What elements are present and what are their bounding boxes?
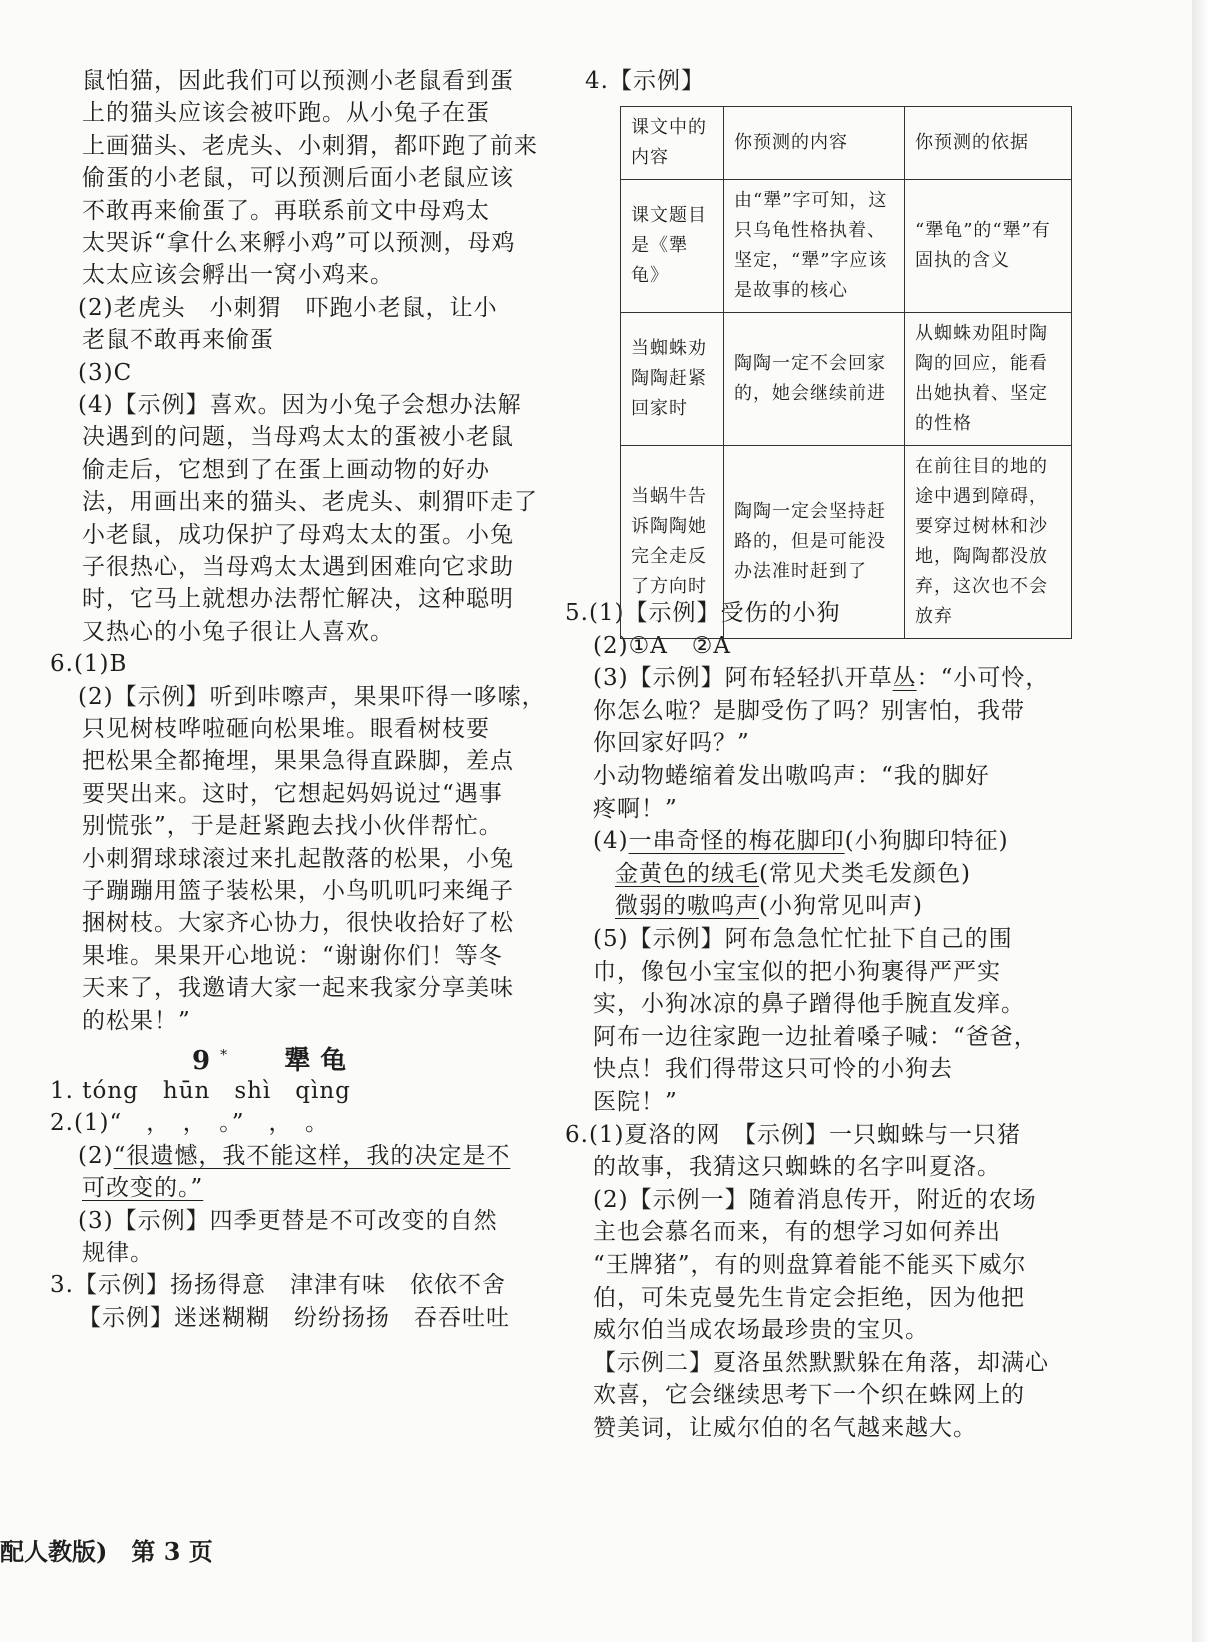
answer-5-5-line: 巾，像包小宝宝似的把小狗裹得严严实	[593, 958, 1001, 985]
phrase-note: (常见犬类毛发颜色)	[759, 860, 971, 887]
answer-q6-2-line: (2)【示例】听到咔嚓声，果果吓得一哆嗦，	[78, 683, 546, 710]
underlined-word: 丛	[892, 665, 917, 692]
answer-5-5-line: (5)【示例】阿布急急忙忙扯下自己的围	[593, 926, 1013, 952]
answer-5-5-line: 阿布一边往家跑一边扯着嗓子喊：“爸爸，	[593, 1023, 1038, 1050]
answer-6-1-line: 的故事，我猜这只蜘蛛的名字叫夏洛。	[593, 1154, 1001, 1181]
answer-q4-line: 又热心的小兔子很让人喜欢。	[82, 618, 394, 645]
answer-6-2-line: 伯，可朱克曼先生肯定会拒绝，因为他把	[593, 1284, 1025, 1311]
table-cell: “犟龟”的“犟”有固执的含义	[905, 180, 1072, 313]
table-cell: 当蜘蛛劝陶陶赶紧回家时	[621, 313, 724, 446]
answer-paragraph-line: 不敢再来偷蛋了。再联系前文中母鸡太	[82, 197, 490, 224]
answer-q6-2-line: 捆树枝。大家齐心协力，很快收拾好了松	[82, 910, 514, 937]
table-header-cell: 课文中的内容	[621, 107, 724, 180]
answer-paragraph-line: 上的猫头应该会被吓跑。从小兔子在蛋	[82, 100, 490, 127]
answer-2-2-line	[78, 1141, 510, 1171]
answer-q6-2-line: 果堆。果果开心地说：“谢谢你们！等冬	[82, 942, 503, 969]
answer-paragraph-line: 太哭诉“拿什么来孵小鸡”可以预测，母鸡	[82, 230, 516, 256]
answer-prefix: (4)	[593, 828, 629, 855]
underlined-phrase: 微弱的嗷呜声	[615, 893, 759, 920]
lesson-star: *	[220, 1047, 228, 1064]
answer-6-3-line: 欢喜，它会继续思考下一个织在蛛网上的	[593, 1382, 1025, 1409]
underlined-quote: 可改变的。”	[82, 1175, 204, 1202]
answer-q6-2-line: 小刺猬球球滚过来扎起散落的松果，小兔	[82, 845, 514, 872]
answer-5-5-line: 快点！我们得带这只可怜的小狗去	[593, 1056, 953, 1083]
underlined-phrase: 一串奇怪的梅花脚印	[628, 828, 845, 855]
table-header-cell: 你预测的依据	[905, 107, 1072, 180]
table-cell: 课文题目是《犟龟》	[621, 180, 724, 313]
answer-6-2-line: (2)【示例一】随着消息传开，附近的农场	[593, 1186, 1037, 1213]
answer-q4-line: (4)【示例】喜欢。因为小兔子会想办法解	[78, 392, 522, 418]
answer-q4-line: 子很热心，当母鸡太太遇到困难向它求助	[82, 554, 514, 580]
answer-q6-2-line: 只见树枝哗啦砸向松果堆。眼看树枝要	[82, 716, 490, 742]
answer-6-2-line: 主也会慕名而来，有的想学习如何养出	[593, 1219, 1001, 1246]
table-cell: 陶陶一定会坚持赶路的，但是可能没办法准时赶到了	[724, 446, 905, 639]
answer-q2-line: (2)老虎头 小刺猬 吓跑小老鼠，让小	[78, 294, 498, 321]
answer-q4-line: 偷走后，它想到了在蛋上画动物的好办	[82, 456, 490, 483]
answer-q2-line: 老鼠不敢再来偷蛋	[82, 327, 274, 354]
page-footer: 配人教版) 第 3 页	[0, 1537, 213, 1566]
answer-6-2-line: 威尔伯当成农场最珍贵的宝贝。	[593, 1317, 929, 1344]
answer-q6-2-line: 要哭出来。这时，它想起妈妈说过“遇事	[82, 780, 503, 807]
table-row	[621, 313, 1072, 446]
answer-q4-line: 法，用画出来的猫头、老虎头、刺猬吓走了	[82, 489, 538, 516]
answer-paragraph-line: 太太应该会孵出一窝小鸡来。	[82, 262, 394, 289]
table-cell: 由“犟”字可知，这只乌龟性格执着、坚定，“犟”字应该是故事的核心	[724, 180, 905, 313]
answer-prefix: (2)	[78, 1142, 114, 1169]
table-header-cell: 你预测的内容	[724, 107, 905, 180]
answer-6-3-line: 【示例二】夏洛虽然默默躲在角落，却满心	[593, 1349, 1049, 1376]
lesson-number: 9	[192, 1046, 221, 1076]
answer-5-3-line: 疼啊！”	[593, 795, 678, 822]
answer-paragraph-line: 偷蛋的小老鼠，可以预测后面小老鼠应该	[82, 165, 514, 192]
table-cell: 在前往目的地的途中遇到障碍，要穿过树林和沙地，陶陶都没放弃，这次也不会放弃	[905, 446, 1072, 639]
answer-2-3-line: 规律。	[82, 1240, 154, 1266]
answer-5-5-line: 实，小狗冰凉的鼻子蹭得他手腕直发痒。	[593, 991, 1025, 1018]
lesson-title	[192, 1040, 356, 1077]
answer-6-3-line: 赞美词，让威尔伯的名气越来越大。	[593, 1415, 977, 1441]
answer-q6-2-line: 子蹦蹦用篮子装松果，小鸟叽叽叼来绳子	[82, 878, 514, 904]
prediction-table	[620, 106, 1072, 639]
table-row	[621, 180, 1072, 313]
answer-5-3-line: 小动物蜷缩着发出嗷呜声：“我的脚好	[593, 763, 990, 789]
table-row	[621, 446, 1072, 639]
phrase-note: (小狗常见叫声)	[759, 893, 923, 920]
idiom-answers: 【示例】迷迷糊糊 纷纷扬扬 吞吞吐吐	[78, 1304, 510, 1331]
answer-5-4-item	[593, 826, 1009, 856]
pinyin-answers: 1. tóng hūn shì qìng	[50, 1078, 351, 1104]
answer-q6-2-line: 把松果全都掩埋，果果急得直跺脚，差点	[82, 748, 514, 775]
answer-5-3-line: 你回家好吗？”	[593, 730, 750, 757]
idiom-answers: 3.【示例】扬扬得意 津津有味 依依不舍	[50, 1272, 506, 1299]
page-edge-shadow	[1192, 0, 1208, 1642]
text-span: ：“小可怜，	[916, 665, 1050, 692]
answer-q6-1: 6.(1)B	[50, 651, 128, 678]
answer-5-2: (2)①A ②A	[593, 632, 732, 659]
underlined-phrase: 金黄色的绒毛	[615, 860, 759, 887]
answer-2-3-line: (3)【示例】四季更替是不可改变的自然	[78, 1207, 498, 1234]
answer-q6-2-line: 别慌张”，于是赶紧跑去找小伙伴帮忙。	[82, 813, 503, 840]
answer-5-5-line: 医院！”	[593, 1089, 678, 1115]
answer-q4-line: 小老鼠，成功保护了母鸡太太的蛋。小兔	[82, 521, 514, 548]
answer-5-1: 5.(1)【示例】受伤的小狗	[565, 600, 841, 626]
lesson-title-text: 犟龟	[284, 1046, 357, 1076]
answer-6-1-line: 6.(1)夏洛的网 【示例】一只蜘蛛与一只猪	[565, 1121, 1022, 1148]
table-cell: 陶陶一定不会回家的，她会继续前进	[724, 313, 905, 446]
answer-q6-2-line: 的松果！”	[82, 1007, 191, 1034]
answer-q4-line: 时，它马上就想办法帮忙解决，这种聪明	[82, 586, 514, 613]
table-cell: 从蜘蛛劝阻时陶陶的回应，能看出她执着、坚定的性格	[905, 313, 1072, 446]
question-4-heading: 4.【示例】	[585, 68, 705, 94]
phrase-note: (小狗脚印特征)	[844, 828, 1009, 855]
table-header-row	[621, 107, 1072, 180]
text-span: (3)【示例】阿布轻轻扒开草	[593, 665, 893, 692]
answer-6-2-line: “王牌猪”，有的则盘算着能不能买下威尔	[593, 1252, 1027, 1278]
answer-5-3-line: 你怎么啦？是脚受伤了吗？别害怕，我带	[593, 697, 1025, 724]
punctuation-answers: 2.(1)“ ， ， 。” ， 。	[50, 1110, 330, 1137]
answer-q6-2-line: 天来了，我邀请大家一起来我家分享美味	[82, 975, 514, 1002]
table-cell: 当蜗牛告诉陶陶她完全走反了方向时	[621, 446, 724, 639]
underlined-quote: “很遗憾，我不能这样，我的决定是不	[113, 1142, 511, 1169]
answer-5-3-line	[593, 663, 1049, 693]
answer-q3: (3)C	[78, 359, 133, 386]
answer-5-4-item	[615, 891, 923, 921]
answer-5-4-item	[615, 859, 971, 889]
answer-paragraph-line: 上画猫头、老虎头、小刺猬，都吓跑了前来	[82, 132, 538, 159]
answer-paragraph-line: 鼠怕猫，因此我们可以预测小老鼠看到蛋	[82, 68, 514, 94]
answer-q4-line: 决遇到的问题，当母鸡太太的蛋被小老鼠	[82, 424, 514, 451]
